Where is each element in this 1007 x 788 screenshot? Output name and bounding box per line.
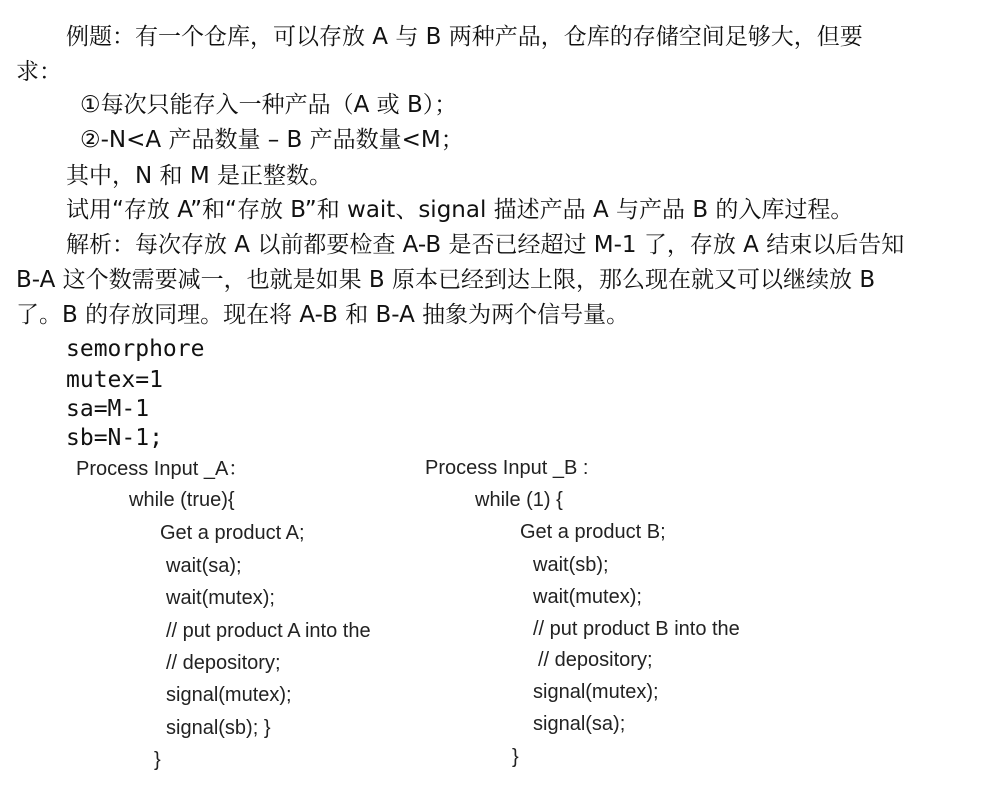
code-line: wait(mutex); — [533, 586, 642, 608]
text-line: 解析：每次存放 A 以前都要检查 A-B 是否已经超过 M-1 了，存放 A 结束以后告知 — [66, 232, 905, 258]
code-line: signal(sa); — [533, 713, 626, 735]
code-line: mutex=1 — [66, 367, 163, 393]
code-line: Process Input _B : — [425, 457, 589, 479]
text-line: 其中，N 和 M 是正整数。 — [66, 163, 332, 189]
text-line: B-A 这个数需要减一，也就是如果 B 原本已经到达上限，那么现在就又可以继续放 B — [16, 267, 876, 293]
text-line: 试用“存放 A”和“存放 B”和 wait、signal 描述产品 A 与产品 B 的入库过程。 — [66, 197, 854, 223]
code-line: while (1) { — [475, 489, 563, 511]
condition-1: ①每次只能存入一种产品（A 或 B）； — [80, 92, 458, 118]
code-line: // put product B into the — [533, 618, 740, 640]
code-line: } — [512, 746, 519, 768]
code-line: signal(mutex); — [533, 681, 659, 703]
code-line: // put product A into the — [166, 620, 371, 642]
code-line: semorphore — [66, 336, 205, 362]
code-line: Process Input _A： — [76, 458, 249, 480]
code-line: wait(sb); — [533, 554, 609, 576]
code-line: while (true){ — [129, 489, 235, 511]
condition-2: ②-N<A 产品数量 – B 产品数量<M； — [80, 127, 464, 153]
text-line: 了。B 的存放同理。现在将 A-B 和 B-A 抽象为两个信号量。 — [16, 302, 630, 328]
code-line: } — [154, 749, 161, 771]
code-line: Get a product A; — [160, 522, 305, 544]
text-line: 例题：有一个仓库，可以存放 A 与 B 两种产品，仓库的存储空间足够大，但要 — [66, 24, 863, 50]
code-line: wait(sa); — [166, 555, 242, 577]
code-line: signal(sb); } — [166, 717, 271, 739]
code-line: signal(mutex); — [166, 684, 292, 706]
code-line: sa=M-1 — [66, 396, 150, 422]
code-line: // depository; — [538, 649, 653, 671]
code-line: sb=N-1; — [66, 425, 163, 451]
code-line: Get a product B; — [520, 521, 666, 543]
code-line: // depository; — [166, 652, 281, 674]
code-line: wait(mutex); — [166, 587, 275, 609]
text-line: 求： — [16, 59, 62, 85]
